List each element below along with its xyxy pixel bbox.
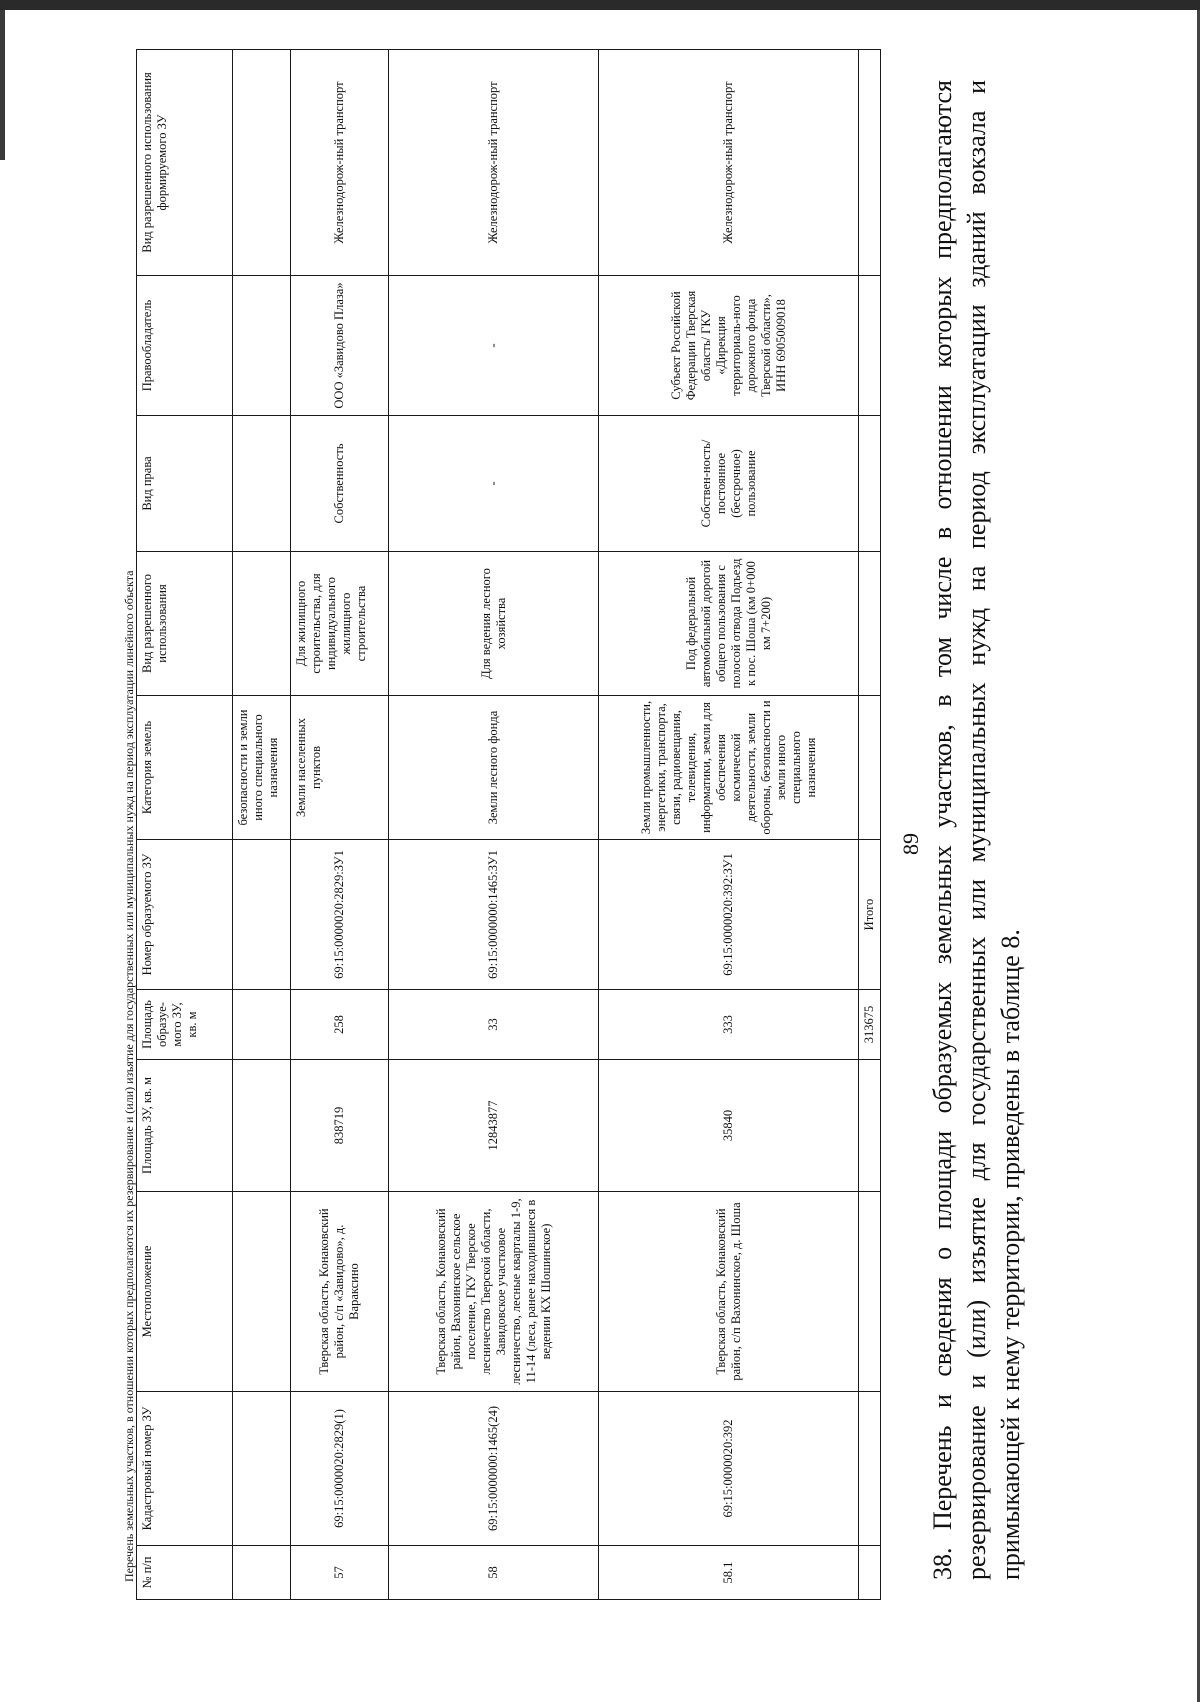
header-permitted-use: Вид разрешенного использования [137,552,233,696]
row-location: Тверская область, Конаковский район, с/п «Завидово», д. Вараксино [291,1192,389,1392]
row-formed-use: Железнодорож-ный транспорт [291,50,389,276]
table-caption: Перечень земельных участков, в отношении которых предполагаются их резервирование и (или) изъятие для государственных или муниципальных нужд на период эксплуатации линейного объекта [122,570,136,1582]
page-number: 89 [898,833,923,855]
row-right-type: Собственность [291,416,389,552]
row-formed-area: 33 [389,990,599,1060]
row-holder: - [389,276,599,416]
row-holder: ООО «Завидово Плаза» [291,276,389,416]
scan-edge-top [0,0,1200,10]
header-cadastral: Кадастровый номер ЗУ [137,1392,233,1546]
header-holder: Правообладатель [137,276,233,416]
row-formed-area: 258 [291,990,389,1060]
section-paragraph: 38. Перечень и сведения о площади образуемых земельных участков, в том числе в отношении которых предполагаются резервирование и (или) изъятие для государственных или муниципальных нужд на период эксплуатации зданий вокзала и примыкающей к нему территории, приведены в таблице 8. [928,80,1025,1580]
row-cadastral: 69:15:0000020:2829(1) [291,1392,389,1546]
row-right-type: - [389,416,599,552]
header-formed-area: Площадь образуе-мого ЗУ, кв. м [137,990,233,1060]
row-permitted-use: Под федеральной автомобильной дорогой общего пользования с полосой отвода Подъезд к пос. Шоша (км 0+000 км 7+200) [599,552,859,696]
row-location: Тверская область, Конаковский район, Вахонинское сельское поселение, ГКУ Тверское лесничество Тверской области, Завидовское участковое лесничество, лесные кварталы 1-9, 11-14 (леса, ранее находившиеся в ведении КХ Шошинское) [389,1192,599,1392]
rotated-page [118,50,1118,1600]
row-formed-num: 69:15:0000020:392:ЗУ1 [599,840,859,990]
row-area: 35840 [599,1060,859,1192]
scan-edge-left [0,10,5,160]
row-permitted-use: Для жилищного строительства, для индивидуального жилищного строительства [291,552,389,696]
row-permitted-use: Для ведения лесного хозяйства [389,552,599,696]
row-category: Земли населенных пунктов [291,696,389,840]
row-num: 58.1 [599,1546,859,1600]
row-category: Земли промышленности, энергетики, транспорта, связи, радиовещания, телевидения, информатики, земли для обеспечения космической деятельности, земли обороны, безопасности и земли иного специального назначения [599,696,859,840]
row-formed-use: Железнодорож-ный транспорт [389,50,599,276]
continuation-category: безопасности и земли иного специального назначения [233,696,291,840]
row-num: 58 [389,1546,599,1600]
table-row [291,50,389,1600]
table-row [389,50,599,1600]
row-num: 57 [291,1546,389,1600]
row-right-type: Собствен-ность/ постоянное (бессрочное) пользование [599,416,859,552]
header-right-type: Вид права [137,416,233,552]
row-cadastral: 69:15:0000020:392 [599,1392,859,1546]
table-row [599,50,859,1600]
row-category: Земли лесного фонда [389,696,599,840]
row-area: 838719 [291,1060,389,1192]
land-plots-table [136,49,881,1600]
table-header-row [137,50,233,1600]
header-num: № п/п [137,1546,233,1600]
row-cadastral: 69:15:0000000:1465(24) [389,1392,599,1546]
row-formed-use: Железнодорож-ный транспорт [599,50,859,276]
total-label: Итого [859,840,881,990]
header-location: Местоположение [137,1192,233,1392]
total-formed-area: 313675 [859,990,881,1060]
total-row [859,50,881,1600]
header-formed-use: Вид разрешенного использования формируемого ЗУ [137,50,233,276]
row-formed-num: 69:15:0000000:1465:ЗУ1 [389,840,599,990]
table-row [233,50,291,1600]
header-category: Категория земель [137,696,233,840]
row-holder: Субъект Российской Федерации Тверская область/ ГКУ «Дирекция территориаль-ного дорожного фонда Тверской области», ИНН 6905009018 [599,276,859,416]
header-formed-num: Номер образуемого ЗУ [137,840,233,990]
row-location: Тверская область, Конаковский район, с/п Вахонинское, д. Шоша [599,1192,859,1392]
header-area: Площадь ЗУ, кв. м [137,1060,233,1192]
row-area: 12843877 [389,1060,599,1192]
row-formed-area: 333 [599,990,859,1060]
row-formed-num: 69:15:0000020:2829:ЗУ1 [291,840,389,990]
